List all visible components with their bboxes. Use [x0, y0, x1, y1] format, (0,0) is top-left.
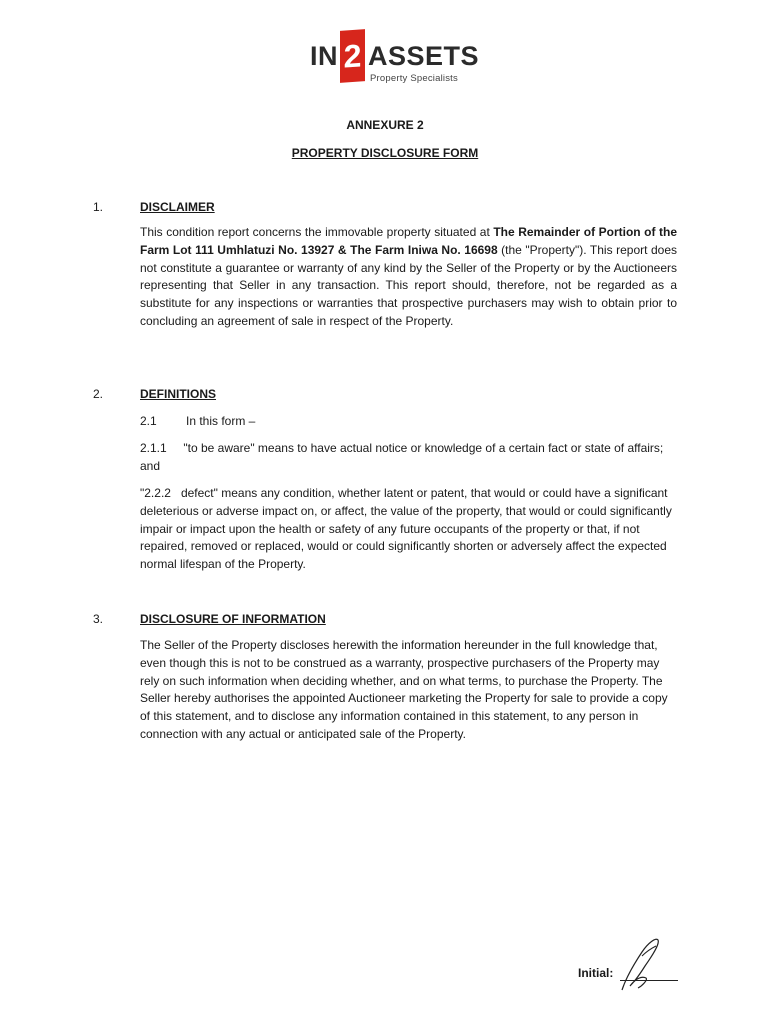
- definition-2-1-1: 2.1.1 "to be aware" means to have actual notice or knowledge of a certain fact or state of affairs; and: [140, 441, 667, 473]
- form-title: PROPERTY DISCLOSURE FORM: [291, 146, 479, 160]
- logo-assets-text: ASSETS: [368, 41, 480, 71]
- logo-tagline: Property Specialists: [370, 73, 458, 84]
- section-2-heading: DEFINITIONS: [140, 387, 217, 401]
- disclaimer-text-end: (the "Property"). This report does not constitute a guarantee or warranty of any kind by the Seller of the Property or by the Auctioneers representing that Seller in any transaction. This report should, therefore, not be regarded as a substitute for any inspections or warranties that prospective purchasers may wish to obtain prior to concluding an agreement of sale in respect of the Property.: [140, 242, 678, 328]
- initial-signature: [612, 934, 672, 994]
- property-description: The Remainder of Portion of the Farm Lot 111 Umhlatuzi No. 13927 & The Farm Iniwa No. 16698: [140, 225, 678, 257]
- section-2-number: 2.: [93, 387, 104, 401]
- definition-2-1-label: 2.1: [140, 414, 157, 428]
- in2assets-logo: [310, 30, 480, 86]
- definition-2-1-text: In this form –: [186, 414, 256, 428]
- logo-two-mark: 2: [340, 29, 365, 83]
- disclaimer-text-start: This condition report concerns the immovable property situated at: [140, 225, 494, 239]
- definition-2-2-2: "2.2.2 defect" means any condition, whether latent or patent, that would or could have a significant deleterious or adverse impact on, or affect, the value of the property, that would or could significantly impair or impact upon the health or safety of any future occupants of the property or that, if not repaired, removed or replaced, would or could significantly shorten or adversely affect the expected normal lifespan of the Property.: [140, 486, 676, 572]
- initial-label: Initial:: [578, 966, 614, 980]
- section-1-heading: DISCLAIMER: [140, 200, 215, 214]
- logo-in-text: IN: [310, 41, 338, 71]
- definition-2-1: [140, 414, 255, 428]
- disclosure-paragraph: The Seller of the Property discloses herewith the information hereunder in the full knowledge that, even though this is not to be construed as a warranty, prospective purchasers of the Property may rely on such information when deciding whether, and on what terms, to purchase the Property. The Seller hereby authorises the appointed Auctioneer marketing the Property for sale to provide a copy of this statement, and to disclose any information contained in this statement, to any person in connection with any actual or anticipated sale of the Property.: [140, 638, 668, 741]
- disclaimer-paragraph: [140, 224, 677, 331]
- section-3-heading: DISCLOSURE OF INFORMATION: [140, 612, 326, 626]
- annexure-label: ANNEXURE 2: [346, 118, 424, 132]
- section-1-number: 1.: [93, 200, 104, 214]
- section-3-number: 3.: [93, 612, 104, 626]
